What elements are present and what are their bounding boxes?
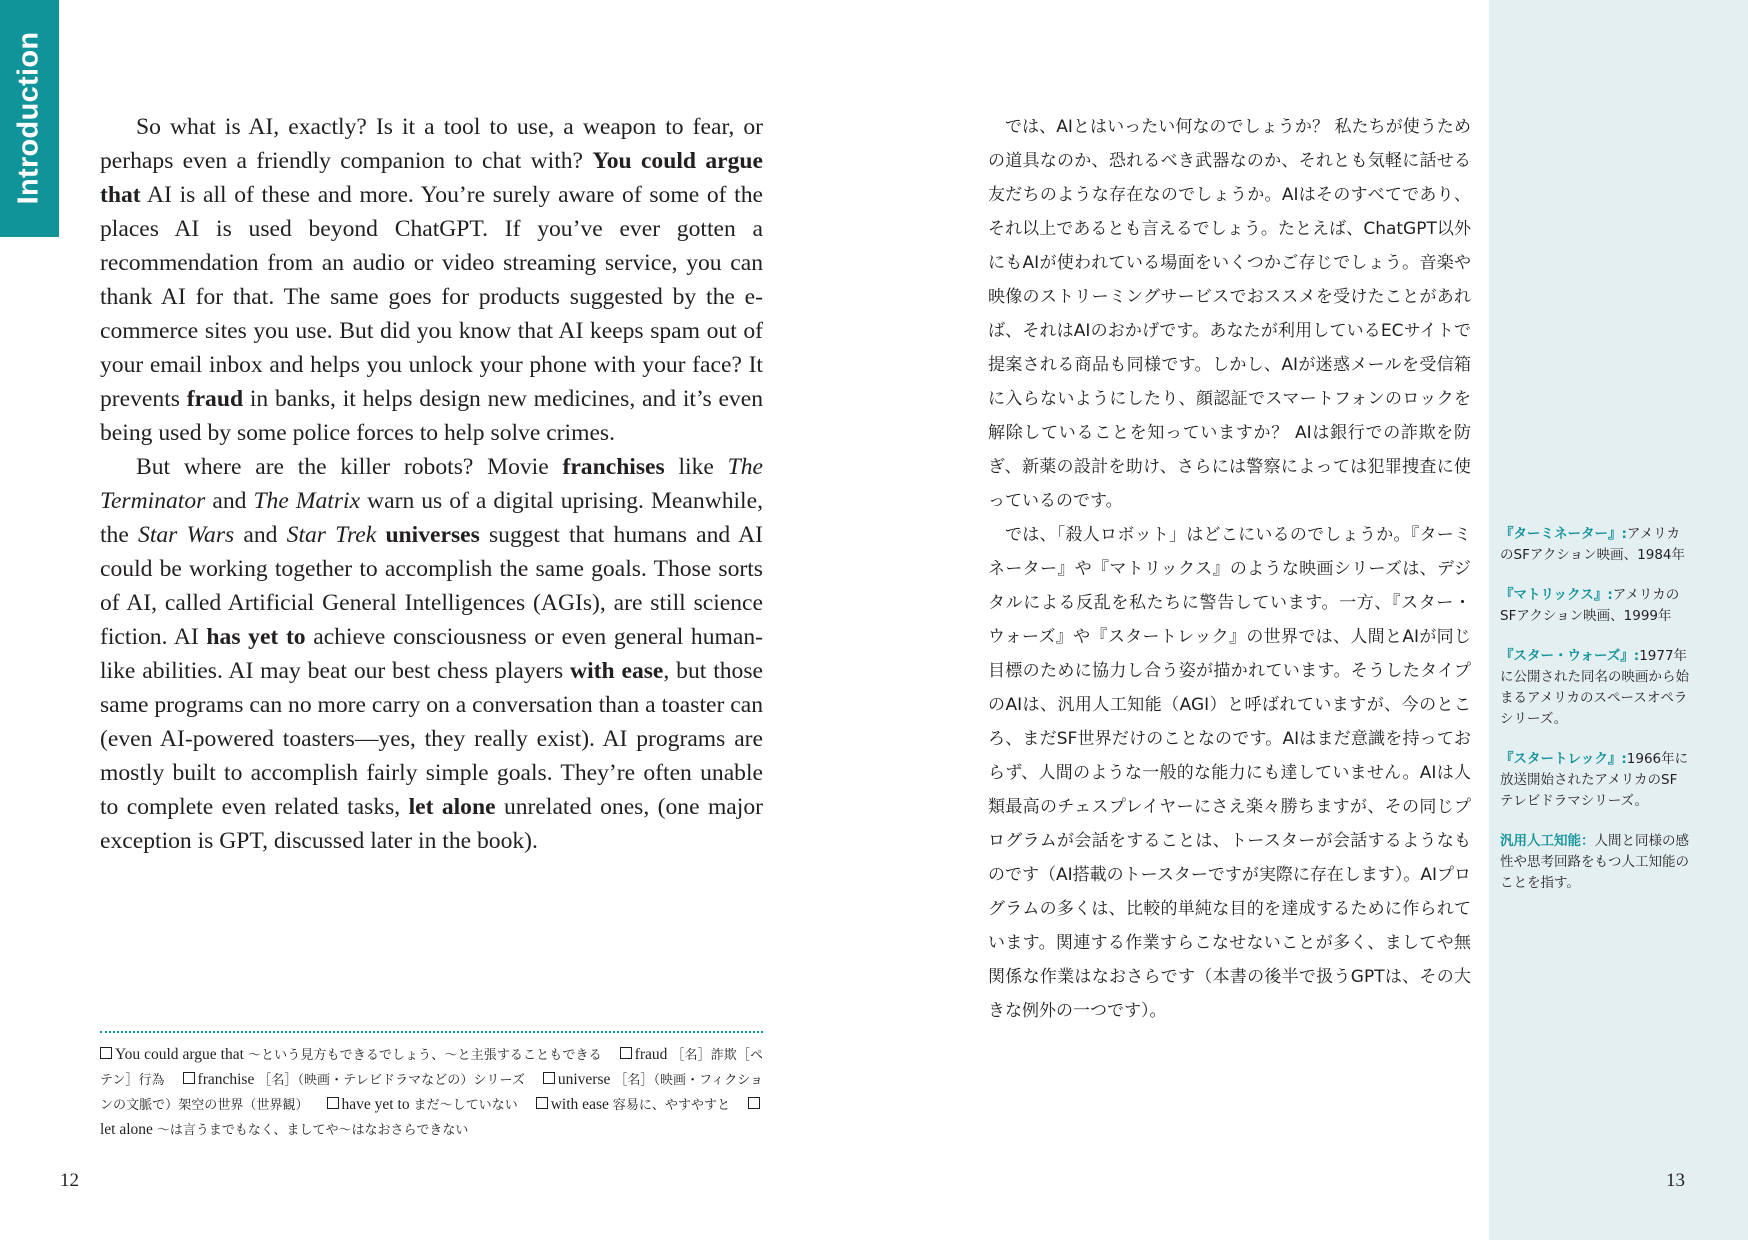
vocab-gloss: ～は言うまでもなく、ましてや～はなおさらできない	[156, 1123, 469, 1138]
side-note-text: 1977年に公開された同名の映画から始まるアメリカのスペースオペラシリーズ。	[1500, 648, 1689, 727]
vocab-gloss: 容易に、やすやすと	[612, 1098, 731, 1113]
vocab-gloss: ［名］（映画・テレビドラマなどの）シリーズ	[258, 1073, 525, 1088]
page-number-left: 12	[60, 1170, 79, 1191]
checkbox-icon	[183, 1072, 195, 1084]
side-note	[1500, 524, 1690, 566]
vocab-gloss: ［名］（映画・フィクションの文脈で）架空の世界（世界観）	[100, 1073, 764, 1113]
vocab-list	[100, 1043, 763, 1143]
text-run: and	[234, 522, 287, 548]
vocab-term: franchise	[197, 1071, 255, 1088]
english-body	[100, 110, 763, 858]
vocab-gloss: ［名］詐欺［ペテン］行為	[100, 1048, 764, 1088]
side-note-term: 『ターミネーター』:	[1500, 526, 1627, 542]
vocab-gloss: まだ～していない	[413, 1098, 518, 1113]
text-run: But where are the killer robots? Movie	[136, 454, 563, 480]
side-note	[1500, 585, 1690, 627]
title-italic: The Terminator	[100, 454, 763, 514]
japanese-paragraph-1: では、AIとはいったい何なのでしょうか？ 私たちが使うための道具なのか、恐れるべき武器なのか、それとも気軽に話せる友だちのような存在なのでしょうか。AIはそのすべてであり、それ以上であるとも言えるでしょう。たとえば、ChatGPT以外にもAIが使われている場面をいくつかご存じでしょう。音楽や映像のストリーミングサービスでおススメを受けたことがあれば、それはAIのおかげです。あなたが利用しているECサイトで提案される商品も同様です。しかし、AIが迷惑メールを受信箱に入らないようにしたり、顔認証でスマートフォンのロックを解除していることを知っていますか？ AIは銀行での詐欺を防ぎ、新薬の設計を助け、さらには警察によっては犯罪捜査に使っているのです。	[988, 117, 1471, 511]
page-number-right: 13	[1666, 1170, 1685, 1191]
vocab-term: fraud	[634, 1046, 668, 1063]
side-note-text: アメリカのSFアクション映画、1999年	[1500, 587, 1680, 624]
checkbox-icon	[620, 1047, 632, 1059]
vocab-highlight: with ease	[570, 658, 664, 684]
side-note-term: 汎用人工知能：	[1500, 833, 1595, 849]
vocab-highlight: let alone	[408, 794, 496, 820]
checkbox-icon	[536, 1097, 548, 1109]
vocab-highlight: fraud	[186, 386, 244, 412]
side-note-text: アメリカのSFアクション映画、1984年	[1500, 526, 1686, 563]
side-notes	[1500, 524, 1690, 913]
checkbox-icon	[100, 1047, 112, 1059]
vocab-term: You could argue that	[115, 1046, 244, 1063]
checkbox-icon	[543, 1072, 555, 1084]
japanese-body	[988, 110, 1471, 1028]
title-italic: Star Trek	[286, 522, 377, 548]
vocab-item	[536, 1096, 730, 1113]
vocab-highlight: universes	[385, 522, 480, 548]
text-run: So what is AI, exactly? Is it a tool to use, a weapon to fear, or perhaps even a friendly companion to chat with?	[100, 114, 763, 174]
side-note-text: 人間と同様の感性や思考回路をもつ人工知能のことを指す。	[1500, 833, 1689, 891]
text-run: achieve consciousness or even general human-like abilities. AI may beat our best chess players	[100, 624, 763, 684]
vocab-item	[327, 1096, 518, 1113]
text-run: warn us of a digital uprising. Meanwhile, the	[100, 488, 763, 548]
text-run: suggest that humans and AI could be working together to accomplish the same goals. Those sorts of AI, called Artificial General Intelligences (AGIs), are still science fiction. AI	[100, 522, 763, 650]
text-run: in banks, it helps design new medicines, and it’s even being used by some police forces to help solve crimes.	[100, 386, 764, 446]
text-run: AI is all of these and more. You’re surely aware of some of the places AI is used beyond ChatGPT. If you’ve ever gotten a recommendation from an audio or video streaming service, you can thank AI for that. The same goes for products suggested by the e-commerce sites you use. But did you know that AI keeps spam out of your email inbox and helps you unlock your phone with your face? It prevents	[100, 182, 763, 412]
vocab-item	[100, 1046, 602, 1063]
text-run: like	[664, 454, 728, 480]
text-run: and	[205, 488, 254, 514]
section-tab-label: Introduction	[12, 31, 45, 205]
title-italic: The Matrix	[253, 488, 361, 514]
vocab-term: let alone	[100, 1121, 153, 1138]
title-italic: Star Wars	[138, 522, 235, 548]
side-note-term: 『マトリックス』:	[1500, 587, 1613, 603]
vocab-highlight: franchises	[562, 454, 665, 480]
side-note	[1500, 831, 1690, 894]
side-note	[1500, 749, 1690, 812]
text-run: , but those same programs can no more carry on a conversation than a toaster can (even AI-powered toasters—yes, they really exist). AI programs are mostly built to accomplish fairly simple goals. They’re often unable to complete even related tasks,	[100, 658, 763, 820]
english-paragraph-2	[100, 450, 763, 858]
vocab-divider	[100, 1031, 763, 1033]
vocab-highlight: has yet to	[206, 624, 306, 650]
side-note-term: 『スター・ウォーズ』:	[1500, 648, 1640, 664]
vocab-term: universe	[557, 1071, 611, 1088]
checkbox-icon	[327, 1097, 339, 1109]
vocab-term: with ease	[550, 1096, 609, 1113]
side-note-term: 『スタートレック』:	[1500, 751, 1627, 767]
side-note-text: 1966年に放送開始されたアメリカのSFテレビドラマシリーズ。	[1500, 751, 1689, 809]
vocab-term: have yet to	[341, 1096, 410, 1113]
vocab-gloss: ～という見方もできるでしょう、～と主張することもできる	[247, 1048, 602, 1063]
checkbox-icon	[748, 1097, 760, 1109]
vocab-item	[183, 1071, 525, 1088]
vocab-highlight: You could argue that	[100, 148, 763, 208]
side-note	[1500, 646, 1690, 730]
text-run: unrelated ones, (one major exception is GPT, discussed later in the book).	[100, 794, 763, 854]
english-paragraph-1	[100, 110, 763, 450]
japanese-paragraph-2: では、「殺人ロボット」はどこにいるのでしょうか。『ターミネーター』や『マトリックス』のような映画シリーズは、デジタルによる反乱を私たちに警告しています。一方、『スター・ウォーズ』や『スタートレック』の世界では、人間とAIが同じ目標のために協力し合う姿が描かれています。そうしたタイプのAIは、汎用人工知能（AGI）と呼ばれていますが、今のところ、まだSF世界だけのことなのです。AIはまだ意識を持っておらず、人間のような一般的な能力にも達していません。AIは人類最高のチェスプレイヤーにさえ楽々勝ちますが、その同じプログラムが会話をすることは、トースターが会話するようなものです（AI搭載のトースターですが実際に存在します）。AIプログラムの多くは、比較的単純な目的を達成するために作られています。関連する作業すらこなせないことが多く、ましてや無関係な作業はなおさらです（本書の後半で扱うGPTは、その大きな例外の一つです）。	[988, 525, 1471, 1021]
section-tab	[0, 0, 59, 237]
